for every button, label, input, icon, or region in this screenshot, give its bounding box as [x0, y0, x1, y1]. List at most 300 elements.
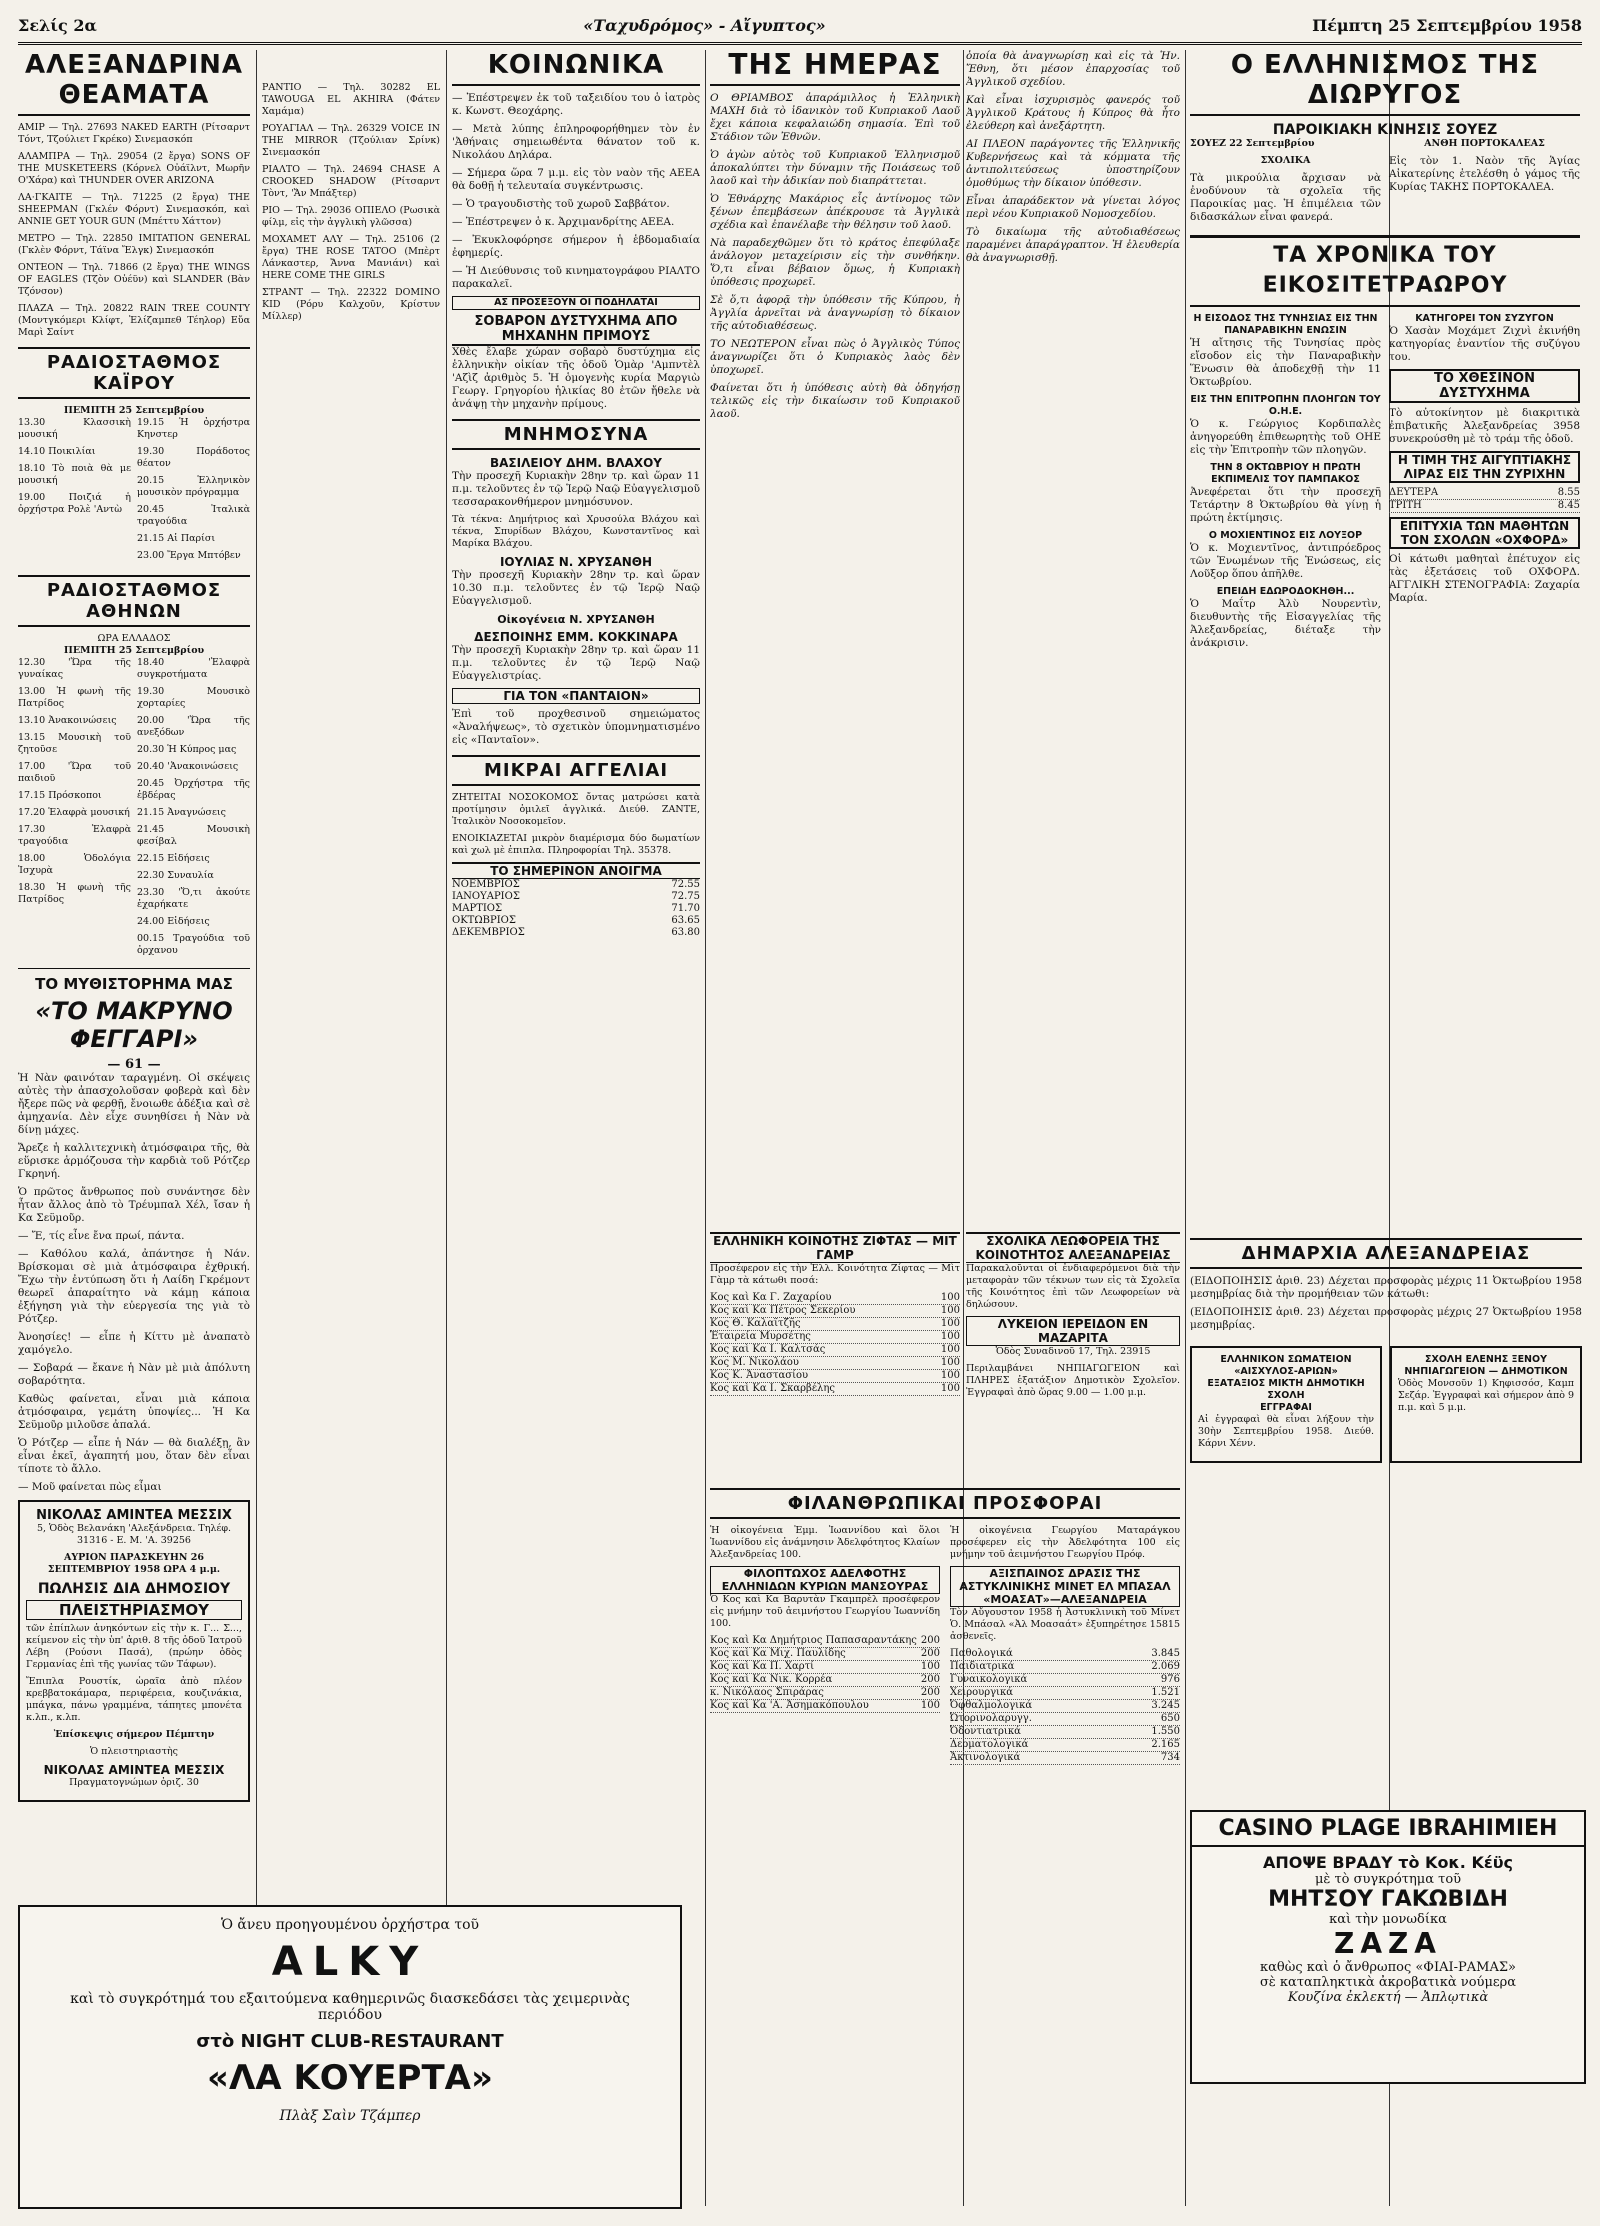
clinic-row-label: Ὀφθαλμολογικά: [950, 1700, 1033, 1711]
chronicles-title: ΤΑ ΧΡΟΝΙΚΑ ΤΟΥ ΕΙΚΟΣΙΤΕΤΡΑΩΡΟΥ: [1190, 235, 1580, 307]
novel-chapter: — 61 —: [107, 1057, 161, 1072]
lira-row-label: ΤΡΙΤΗ: [1389, 500, 1422, 511]
of-the-day-title: ΤΗΣ ΗΜΕΡΑΣ: [710, 50, 960, 86]
chron-4-head: Ο ΜΟΧΙΕΝΤΙΝΟΣ ΕΙΣ ΛΟΥΞΟΡ: [1208, 530, 1363, 541]
alky-venue-2: «ΛΑ ΚΟΥΕΡΤΑ»: [207, 2058, 493, 2098]
auction-ad: [18, 1500, 250, 1802]
market-row-label: ΔΕΚΕΜΒΡΙΟΣ: [452, 927, 525, 938]
theatre-listing: ΣΤΡΑΝΤ — Τηλ. 22322 DOMINO KID (Ρόρυ Καλχοῦν, Κρίστυν Μίλλερ): [262, 287, 440, 322]
donation-row-value: 200: [920, 1674, 940, 1685]
radio-athens-list-b: [137, 657, 250, 962]
social-item: — Ἐκυκλοφόρησε σήμερον ἡ ἑβδομαδιαία ἐφημερίς.: [452, 234, 700, 259]
radio-item: 18.00 Ὁδολόγια Ἰσχυρὰ: [18, 853, 131, 876]
novel-paragraph: — Σοβαρά — ἔκανε ἡ Νὰν μὲ μιὰ ἀπόλυτη σοβαρότητα.: [18, 1362, 250, 1387]
memorials-title: ΜΝΗΜΟΣΥΝΑ: [452, 419, 700, 450]
donation-row: [710, 1648, 940, 1661]
theatre-listing: ΠΛΑΖΑ — Τηλ. 20822 RAIN TREE COUNTY (Μοντγκόμερι Κλίφτ, Ἐλίζαμπεθ Τέηλορ) Εὔα Μαρὶ Σαίντ: [18, 303, 250, 338]
chron-2-text: Ὁ κ. Γεώργιος Κορδιπαλὲς ἀνηγορεύθη ἐπιθεωρητὴς τοῦ ΟΗΕ εἰς τὴν Ἐπιτροπὴν τῶν πλοηγῶν.: [1190, 418, 1381, 456]
donation-row-label: Κος καὶ Κα Μιχ. Παυλίδης: [710, 1648, 846, 1659]
school-buses-head: ΣΧΟΛΙΚΑ ΛΕΩΦΟΡΕΙΑ ΤΗΣ ΚΟΙΝΟΤΗΤΟΣ ΑΛΕΞΑΝΔΡΕΙΑΣ: [966, 1232, 1180, 1263]
donation-row-value: 100: [940, 1292, 960, 1303]
theatre-listing: ΛΑ·ΓΚΑΙΤΕ — Τηλ. 71225 (2 ἔργα) THE SHEEPMAN (Γκλέν Φόρντ) Σινεμασκόπ, καὶ ANNIE GET YOUR GUN (Μπέττυ Χάττον): [18, 192, 250, 227]
market-row-label: ΜΑΡΤΙΟΣ: [452, 903, 503, 914]
donation-row-label: Κος Θ. Καλαϊτζῆς: [710, 1318, 801, 1329]
alky-mid: καὶ τὸ συγκρότημά του εξαιτούμενα καθημερινῶς διασκεδάσει τὰς χειμερινὰς περιόδου: [70, 1991, 630, 2023]
social-item: — Ἐπέστρεψεν ὁ κ. Ἀρχιμανδρίτης ΑΕΕΑ.: [452, 216, 675, 228]
brotherhood-head: ΦΙΛΟΠΤΩΧΟΣ ΑΔΕΛΦΟΤΗΣ ΕΛΛΗΝΙΔΩΝ ΚΥΡΙΩΝ ΜΑΝΣΟΥΡΑΣ: [710, 1566, 940, 1594]
market-row-label: ΝΟΕΜΒΡΙΟΣ: [452, 879, 520, 890]
auction-ad-view: Ἐπίσκεψις σήμερον Πέμπτην: [53, 1729, 215, 1740]
lira-row-value: 8.55: [1557, 487, 1580, 498]
market-row-value: 63.80: [671, 927, 700, 938]
editorial-paragraph: ΤΟ ΝΕΩΤΕΡΟΝ εἶναι πὼς ὁ Ἀγγλικὸς Τύπος ἀναγνωρίζει ὅτι ὁ Κυπριακὸς λαὸς δὲν ὑποχωρεῖ.: [710, 338, 960, 376]
radio-item: 14.10 Ποικιλίαι: [18, 446, 96, 457]
radio-item: 17.30 Ἑλαφρὰ τραγούδια: [18, 824, 131, 847]
market-row-value: 72.75: [671, 891, 700, 902]
column-5: [966, 50, 1180, 1226]
donation-row-value: 200: [920, 1648, 940, 1659]
theatre-listing: ΑΜΙΡ — Τηλ. 27693 NAKED EARTH (Ρίτσαρντ Τόντ, Τζούλιετ Γκρέκο) Σινεμασκόπ: [18, 122, 250, 145]
classified-1: ΖΗΤΕΙΤΑΙ ΝΟΣΟΚΟΜΟΣ ὄντας ματρώσει κατὰ προτίμησιν ὁμιλεῖ ἀγγλικά. Διεύθ. ΖΑΝΤΕ, Ἰταλικὸν Νοσοκομεῖον.: [452, 792, 700, 827]
clinic-row-value: 3.245: [1151, 1700, 1180, 1711]
diorygos-dateline: ΣΟΥΕΖ 22 Σεπτεμβρίου: [1190, 138, 1315, 149]
social-items: [452, 92, 700, 291]
classifieds-title: ΜΙΚΡΑΙ ΑΓΓΕΛΙΑΙ: [452, 755, 700, 786]
radio-item: 17.15 Πρόσκοποι: [18, 790, 102, 801]
donation-row: [710, 1344, 960, 1357]
auction-ad-auctioneer-name: ΝΙΚΟΛΑΣ ΑΜΙΝΤΕΑ ΜΕΣΣΙΧ: [43, 1763, 225, 1777]
column-3: [452, 50, 700, 2206]
radio-item: 22.30 Συναυλία: [137, 870, 214, 881]
column-5-text: [966, 50, 1180, 265]
novel-paragraph: Ὁ πρῶτος ἄνθρωπος ποὺ συνάντησε δὲν ἦταν ἄλλος ἀπὸ τὸ Τρέυμπαλ Χέλ, ἴσαν ἡ Κα Σεϋμοῦρ.: [18, 1186, 250, 1224]
clinic-row: [950, 1687, 1180, 1700]
clinic-row: [950, 1739, 1180, 1752]
diorygos-sub: ΠΑΡΟΙΚΙΑΚΗ ΚΙΝΗΣΙΣ ΣΟΥΕΖ: [1272, 122, 1498, 138]
donation-row-value: 100: [940, 1344, 960, 1355]
donation-row: [710, 1357, 960, 1370]
lyceum-text: Περιλαμβάνει ΝΗΠΙΑΓΩΓΕΙΟΝ καὶ ΠΛΗΡΕΣ ἑξατάξιον Δημοτικὸν Σχολεῖον. Ἐγγραφαὶ ἀπὸ ὥρας 9.00 — 1.00 μ.μ.: [966, 1363, 1180, 1398]
donation-row-label: Κος καὶ Κα Π. Χαρτί: [710, 1661, 815, 1672]
radio-item: 21.15 Ἀναγνώσεις: [137, 807, 226, 818]
auction-ad-name: ΝΙΚΟΛΑΣ ΑΜΙΝΤΕΑ ΜΕΣΣΙΧ: [36, 1508, 232, 1523]
column-6: [1190, 50, 1580, 1206]
donation-row: [710, 1687, 940, 1700]
donation-row-label: Κος καὶ Κα Νικ. Κορρέα: [710, 1674, 833, 1685]
market-row-value: 72.55: [671, 879, 700, 890]
donation-row-label: Κος Κ. Ἀναστασίου: [710, 1370, 809, 1381]
market-table: [452, 879, 700, 939]
memorial-3-head: ΔΕΣΠΟΙΝΗΣ ΕΜΜ. ΚΟΚΚΙΝΑΡΑ: [474, 630, 678, 644]
xenou-school-box: [1390, 1346, 1582, 1463]
clinic-text: Τὸν Αὔγουστον 1958 ἡ Ἀστυκλινικὴ τοῦ Μίνετ Ὁ. Μπάσαλ «Ἀλ Μοασαάτ» ἐξυπηρέτησε 15815 ἀσθενεῖς.: [950, 1607, 1180, 1642]
chron-3-head: ΤΗΝ 8 ΟΚΤΩΒΡΙΟΥ Η ΠΡΩΤΗ ΕΚΠΙΜΕΛΙΣ ΤΟΥ ΠΑΜΠΑΚΟΣ: [1210, 462, 1361, 485]
radio-item: 20.45 Ὀρχήστρα τῆς ἐβδέρας: [137, 778, 250, 801]
masthead: [18, 8, 1582, 45]
lira-row: [1389, 500, 1580, 513]
radio-item: 13.15 Μουσικὴ τοῦ ζητοῦσε: [18, 732, 131, 755]
casino-line-5: ΖΑΖΑ: [1334, 1927, 1442, 1960]
radio-athens-sub: ΩΡΑ ΕΛΛΑΔΟΣ: [97, 633, 171, 644]
radio-item: 13.30 Κλασσικὴ μουσική: [18, 417, 131, 440]
donation-row-value: 200: [920, 1687, 940, 1698]
clinic-row-value: 1.521: [1151, 1687, 1180, 1698]
column-2: [262, 82, 440, 382]
novel-paragraph: Ἡ Νὰν φαινόταν ταραγμένη. Οἱ σκέψεις αὐτὲς τὴν ἀπασχολοῦσαν φοβερὰ καὶ δὲν ἤξερε πῶς νὰ φερθῇ, ἔνοιωθε ἀδέξια καὶ σὲ ἀμηχανία. Δὲν εἶχε συνηθίσει ἡ Νὰν νὰ δίνῃ μάχες.: [18, 1072, 250, 1136]
paper-name: «Ταχυδρόμος» - Αἴγυπτος»: [583, 15, 826, 35]
editorial-paragraph: ὁποία θὰ ἀναγνωρίσῃ καὶ εἰς τὰ Ἡν. Ἔθνη, ὅτι μέσον ἐπαρχοσίας τοῦ Ἀγγλικοῦ σχεδίου.: [966, 50, 1180, 88]
chron-2-head: ΕΙΣ ΤΗΝ ΕΠΙΤΡΟΠΗΝ ΠΛΟΗΓΩΝ ΤΟΥ Ο.Η.Ε.: [1190, 394, 1381, 417]
theatre-listing: ΡΑΝΤΙΟ — Τηλ. 30282 EL TAWOUGA EL AKHIRA (Φάτεν Χαμάμα): [262, 82, 440, 117]
chron-5-head: ΕΠΕΙΔΗ ΕΔΩΡΟΔΟΚΗΘΗ...: [1216, 586, 1355, 597]
clinic-head: ΑΞΙΣΠΑΙΝΟΣ ΔΡΑΣΙΣ ΤΗΣ ΑΣΤΥΚΛΙΝΙΚΗΣ ΜΙΝΕΤ ΕΛ ΜΠΑΣΑΛ «ΜΟΑΣΑΤ»—ΑΛΕΞΑΝΔΡΕΙΑ: [950, 1566, 1180, 1607]
of-the-day-text: [710, 92, 960, 421]
casino-name: CASINO PLAGE IBRAHIMIEH: [1192, 1812, 1584, 1847]
novel-paragraph: Ἀνοησίες! — εἶπε ἡ Κίττυ μὲ ἀναπατὸ χαμόγελο.: [18, 1331, 250, 1356]
memorial-1-children: Τὰ τέκνα: Δημήτριος καὶ Χρυσούλα Βλάχου καὶ τέκνα, Σπυρίδων Βλάχου, Κωνσταντῖνος καὶ Μαρίκα Βλάχου.: [452, 514, 700, 549]
yesterday-accident-text: Τὸ αὐτοκίνητον μὲ διακριτικὰ ἐπιβατικῆς Ἀλεξανδρείας 3958 συνεκρούσθη μὲ τὸ τράμ τῆς ὁδοῦ.: [1389, 407, 1580, 445]
hellenic-community: [710, 1232, 960, 1472]
radio-item: 17.00 'Ὥρα τοῦ παιδιοῦ: [18, 761, 131, 784]
clinic-row-value: 1.550: [1151, 1726, 1180, 1737]
auction-ad-auctioneer: Ὁ πλειστηριαστὴς: [89, 1746, 178, 1757]
lira-row-value: 8.45: [1557, 500, 1580, 511]
lira-row: [1389, 487, 1580, 500]
social-title: ΚΟΙΝΩΝΙΚΑ: [452, 50, 700, 86]
donation-row: [710, 1318, 960, 1331]
lira-table: [1389, 487, 1580, 513]
market-row-value: 71.70: [671, 903, 700, 914]
theatre-listing: ΡΙΑΛΤΟ — Τηλ. 24694 CHASE A CROOKED SHADOW (Ρίτσαρντ Τὸντ, 'Ἄν Μπάξτερ): [262, 164, 440, 199]
alky-pre: Ὁ ἄνευ προηγουμένου ὀρχήστρα τοῦ: [220, 1917, 480, 1933]
novel-paragraph: Ἄρεζε ἡ καλλιτεχνικὴ ἀτμόσφαιρα τῆς, θὰ εὕρισκε ἁρμόζουσα τὴν καρδιὰ τοῦ Ρότζερ Γκρηνή.: [18, 1142, 250, 1180]
market-row: [452, 927, 700, 939]
clinic-row: [950, 1661, 1180, 1674]
pantaio-head: ΓΙΑ ΤΟΝ «ΠΑΝΤΑΙΟΝ»: [452, 688, 700, 704]
social-item: — Ὁ τραγουδιστὴς τοῦ χωροῦ Σαββάτον.: [452, 198, 670, 210]
clinic-row-value: 650: [1160, 1713, 1180, 1724]
municipal-1: (ΕΙΔΟΠΟΙΗΣΙΣ ἀριθ. 23) Δέχεται προσφορὰς μέχρις 11 Ὀκτωβρίου 1958 μεσημβρίας διὰ τὴν προμήθειαν τῶν κάτωθι:: [1190, 1275, 1582, 1300]
novel-paragraph: — Ἔ, τίς εἶνε ἔνα πρωί, πάντα.: [18, 1230, 185, 1242]
market-row-label: ΙΑΝΟΥΑΡΙΟΣ: [452, 891, 520, 902]
municipal-2: (ΕΙΔΟΠΟΙΗΣΙΣ ἀριθ. 23) Δέχεται προσφορὰς μέχρις 27 Ὀκτωβρίου 1958 μεσημβρίας.: [1190, 1306, 1582, 1331]
association-head: ΕΛΛΗΝΙΚΟΝ ΣΩΜΑΤΕΙΟΝ «ΑΙΣΧΥΛΟΣ-ΑΡΙΩΝ»: [1220, 1354, 1352, 1377]
donation-row: [710, 1305, 960, 1318]
association-box: [1190, 1346, 1382, 1463]
auction-ad-auction: ΠΛΕΙΣΤΗΡΙΑΣΜΟΥ: [26, 1600, 242, 1620]
donation-row-value: 100: [940, 1305, 960, 1316]
social-item: — Ἐπέστρεψεν ἐκ τοῦ ταξειδίου του ὁ ἰατρὸς κ. Κωνστ. Θεοχάρης.: [452, 92, 700, 117]
casino-line-7: σὲ καταπληκτικὰ ἀκροβατικὰ νούμερα: [1259, 1975, 1517, 1990]
clinic-row-label: Παθολογικά: [950, 1648, 1013, 1659]
donation-row: [710, 1292, 960, 1305]
auction-ad-role: Πραγματογνώμων ὁριζ. 30: [69, 1777, 199, 1788]
clinic-row-label: Χειρουργικά: [950, 1687, 1013, 1698]
theatre-listing: ΡΙΟ — Τηλ. 29036 ΟΠΙΕΛΟ (Ρωσικὰ φίλμ, εἰς τὴν ἀγγλικὴ γλῶσσα): [262, 205, 440, 228]
social-item: — Ἡ Διεύθυνσις τοῦ κινηματογράφου ΡΙΑΛΤΟ παρακαλεῖ.: [452, 265, 700, 290]
radio-item: 19.00 Ποιζιά ἡ ὀρχήστρα Ρολὲ 'Αντὼ: [18, 492, 131, 515]
philanthropic-title: ΦΙΛΑΝΘΡΩΠΙΚΑΙ ΠΡΟΣΦΟΡΑΙ: [710, 1488, 1180, 1519]
hellenic-list: [710, 1292, 960, 1396]
donation-row-value: 100: [940, 1318, 960, 1329]
auction-ad-date: ΑΥΡΙΟΝ ΠΑΡΑΣΚΕΥΗΝ 26 ΣΕΠΤΕΜΒΡΙΟΥ 1958 ΩΡΑ 4 μ.μ.: [47, 1552, 221, 1575]
radio-item: 00.15 Τραγούδια τοῦ ὀρχανου: [137, 933, 250, 956]
yesterday-accident-head: ΤΟ ΧΘΕΣΙΝΟΝ ΔΥΣΤΥΧΗΜΑ: [1389, 369, 1580, 403]
page-number: Σελίς 2α: [18, 15, 97, 35]
accuses-text: Ὁ Χασὰν Μοχάμετ Ζιχνὶ ἐκινήθη κατηγορίας ἐναντίον τῆς συζύγου του.: [1389, 325, 1580, 363]
market-head: ΤΟ ΣΗΜΕΡΙΝΟΝ ΑΝΟΙΓΜΑ: [452, 862, 700, 879]
brotherhood-list: [710, 1635, 940, 1713]
memorial-2-text: Τὴν προσεχῆ Κυριακὴν 28ην τρ. καὶ ὥραν 10.30 π.μ. τελοῦντες ἐν τῷ Ἱερῷ Ναῷ Εὐαγγελισμοῦ.: [452, 569, 700, 607]
xenou-school-text: Ὁδὸς Μονσοῦν 1) Κηφισσόσ, Καμπ Σεζάρ. Ἐγγραφαὶ καὶ σήμερον ἀπὸ 9 π.μ. καὶ 5 μ.μ.: [1398, 1378, 1575, 1413]
market-row: [452, 879, 700, 891]
radio-item: 17.20 Ἑλαφρὰ μουσική: [18, 807, 130, 818]
lira-head: Η ΤΙΜΗ ΤΗΣ ΑΙΓΥΠΤΙΑΚΗΣ ΛΙΡΑΣ ΕΙΣ ΤΗΝ ΖΥΡΙΧΗΝ: [1389, 451, 1580, 483]
editorial-paragraph: Σὲ ὅ,τι ἀφορᾷ τὴν ὑπόθεσιν τῆς Κύπρου, ἡ Ἀγγλία ἀρνεῖται νὰ ἀναγνωρίσῃ τὸ δίκαιον τῆς αὐτοδιαθέσεως.: [710, 294, 960, 332]
editorial-paragraph: ΑΙ ΠΛΕΟΝ παράγοντες τῆς Ἑλληνικῆς Κυβερνήσεως καὶ τὰ κόμματα τῆς ἀντιπολιτεύσεως ὑποστηρίζουν ὁμοθύμως τὴν δίκαιον ὑπόθεσιν.: [966, 138, 1180, 189]
donation-row-label: Κος καὶ Κα Ι. Σκαρβέλης: [710, 1383, 835, 1394]
clinic-row: [950, 1674, 1180, 1687]
theatre-listing: ΟΝΤΕΟΝ — Τηλ. 71866 (2 ἔργα) THE WINGS OF EAGLES (Τζὸν Οὐέϋν) καὶ SLANDER (Βὰν Τζόνσον): [18, 262, 250, 297]
theatre-listing: ΜΕΤΡΟ — Τηλ. 22850 IMITATION GENERAL (Γκλὲν Φόρντ, Τάϊνα Ἔλγκ) Σινεμασκόπ: [18, 233, 250, 256]
editorial-paragraph: Ὁ Ἐθνάρχης Μακάριος εἶς ἀντίνομος τῶν ξένων ἐπεμβάσεων ἀπέκρουσε τὰ Ἀγγλικὰ σχέδια καὶ ἐπανέλαβε τὴν θέλησιν τοῦ λαοῦ.: [710, 193, 960, 231]
donation-row-label: Κος καὶ Κα 'Α. Ἀσημακόπουλου: [710, 1700, 869, 1711]
radio-athens-title: ΡΑΔΙΟΣΤΑΘΜΟΣ ΑΘΗΝΩΝ: [18, 575, 250, 627]
radio-athens-date: ΠΕΜΠΤΗ 25 Σεπτεμβρίου: [63, 645, 205, 656]
clinic-row-value: 2.165: [1151, 1739, 1180, 1750]
auction-ad-body: τῶν ἐπίπλων ἀνηκόντων εἰς τὴν κ. Γ... Σ..., κείμενον εἰς τὴν ὑπ' ἀριθ. 8 τῆς ὁδοῦ Ἰατροῦ Λέβη (Ρούσνι Πασά), (πρώην ὁδὸς Γερμανίας ἐπὶ τῆς γωνίας τῶν Τάφων).: [26, 1623, 242, 1670]
lyceum-head: ΛΥΚΕΙΟΝ ΙΕΡΕΙΔΟΝ ΕΝ ΜΑΖΑΡΙΤΑ: [966, 1316, 1180, 1346]
clinic-row-value: 3.845: [1151, 1648, 1180, 1659]
theatres-title: ΑΛΕΞΑΝΔΡΙΝΑ ΘΕΑΜΑΤΑ: [18, 50, 250, 116]
theatre-listing: ΑΛΑΜΠΡΑ — Τηλ. 29054 (2 ἔργα) SONS OF THE MUSKETEERS (Κόρνελ Οὐάϊλντ, Μωρῆν Ο'Χάρα) καὶ THUNDER OVER ARIZONA: [18, 151, 250, 186]
casino-line-2: μὲ τὸ συγκρότημα τοῦ: [1314, 1872, 1462, 1887]
casino-line-3: ΜΗΤΣΟΥ ΓΑΚΩΒΙΔΗ: [1268, 1887, 1508, 1912]
school-buses: [966, 1232, 1180, 1472]
memorial-2-head: ΙΟΥΛΙΑΣ Ν. ΧΡΥΣΑΝΘΗ: [499, 555, 653, 569]
philanthropic-left: Ἡ οἰκογένεια Ἐμμ. Ἰωαννίδου καὶ ὅλοι Ἰωαννίδου εἰς ἀνάμνησιν Ἀδελφότητος Κλαίων Ἀλεξανδρείας 100.: [710, 1525, 940, 1560]
novel-paragraph: Καθὼς φαίνεται, εἶναι μιὰ κάποια ἀτμόσφαιρα, γεμάτη ὑποψίες... Ἡ Κα Σεϋμοῦρ μιλοῦσε ἀπαλά.: [18, 1393, 250, 1431]
memorial-1-head: ΒΑΣΙΛΕΙΟΥ ΔΗΜ. ΒΛΑΧΟΥ: [490, 456, 662, 470]
donation-row-label: Κος καὶ Κα Δημήτριος Παπασαραντάκης: [710, 1635, 917, 1646]
radio-item: 12.30 'Ὥρα τῆς γυναίκας: [18, 657, 131, 680]
radio-item: 13.00 Ἡ φωνὴ τῆς Πατρίδος: [18, 686, 131, 709]
radio-cairo-list-a: [18, 417, 131, 567]
market-row-value: 63.65: [671, 915, 700, 926]
clinic-row-label: Γυναικολογικά: [950, 1674, 1028, 1685]
radio-item: 19.30 Ποράδοτος θέατον: [137, 446, 250, 469]
radio-item: 21.15 Αἱ Παρίσι: [137, 533, 216, 544]
clinic-row-label: Ἀκτινολογικά: [950, 1752, 1021, 1763]
donation-row-value: 100: [920, 1661, 940, 1672]
donation-row: [710, 1674, 940, 1687]
classified-2: ΕΝΟΙΚΙΑΖΕΤΑΙ μικρὸν διαμέρισμα δύο δωματίων καὶ χωλ μὲ ἐπιπλα. Πληροφορίαι Τηλ. 35378.: [452, 833, 700, 856]
issue-date: Πέμπτη 25 Σεπτεμβρίου 1958: [1312, 15, 1582, 35]
radio-item: 19.15 Ἡ ὀρχήστρα Κηνστερ: [137, 417, 250, 440]
donation-row-value: 200: [920, 1635, 940, 1646]
anthi-head: ΑΝΘΗ ΠΟΡΤΟΚΑΛΕΑΣ: [1424, 138, 1545, 149]
radio-item: 22.15 Εἰδήσεις: [137, 853, 210, 864]
novel-label: ΤΟ ΜΥΘΙΣΤΟΡΗΜΑ ΜΑΣ: [35, 975, 233, 993]
social-item: — Μετὰ λύπης ἐπληροφορήθημεν τὸν ἐν 'Ἀθήναις σημειωθέντα θάνατον τοῦ κ. Νικολάου Δηλάρα.: [452, 123, 700, 161]
radio-item: 13.10 Ἀνακοινώσεις: [18, 715, 117, 726]
pantaio-text: Ἐπὶ τοῦ προχθεσινοῦ σημειώματος «Ἀναλήψεως», τὸ σχετικὸν ὑπομνηματισμένο εἰς «Πανταῖον».: [452, 708, 700, 746]
memorial-2-family: Οἰκογένεια Ν. ΧΡΥΣΑΝΘΗ: [497, 613, 655, 626]
auction-ad-address: 5, Ὁδὸς Βελανάκη 'Αλεξάνδρεια. Τηλέφ. 31316 - Ε. Μ. 'Α. 39256: [36, 1523, 232, 1546]
clinic-table: [950, 1648, 1180, 1765]
chron-4-text: Ὁ κ. Μοχιεντῖνος, ἀντιπρόεδρος τῶν Ἑνωμένων τῆς Ἑνώσεως, εἰς Λοῦξορ ὅπου ἀπῆλθε.: [1190, 542, 1381, 580]
clinic-row-label: Ὠτορινολαρυγγ.: [950, 1713, 1032, 1724]
donation-row-label: κ. Νικόλαος Σπιράρας: [710, 1687, 824, 1698]
casino-ad: [1190, 1810, 1586, 2084]
lira-row-label: ΔΕΥΤΕΡΑ: [1389, 487, 1439, 498]
memorial-1-text: Τὴν προσεχῆ Κυριακὴν 28ην τρ. καὶ ὥραν 11 π.μ. τελοῦντες ἐν τῷ Ἱερῷ Ναῷ Εὐαγγελισμοῦ τεσσαρακονθήμερον μνημόσυνον.: [452, 470, 700, 508]
donation-row: [710, 1331, 960, 1344]
radio-item: 18.10 Τὸ ποιὰ θὰ με μουσική: [18, 463, 131, 486]
novel-paragraph: Ὁ Ρότζερ — εἶπε ἡ Νάν — θὰ διαλέξῃ, ἂν εἶναι ἐκεῖ, ἀγαπητή μου, ὅταν δὲν εἶναι τίποτε τὸ ἄλλο.: [18, 1437, 250, 1475]
clinic-row-value: 734: [1160, 1752, 1180, 1763]
oxford-head: ΕΠΙΤΥΧΙΑ ΤΩΝ ΜΑΘΗΤΩΝ ΤΟΝ ΣΧΟΛΩΝ «ΟΧΦΟΡΔ»: [1389, 517, 1580, 549]
accident-text: Χθὲς ἔλαβε χώραν σοβαρὸ δυστύχημα εἰς ἑλληνικὴν οἰκίαν τῆς ὁδοῦ Ὁμὰρ 'Αμπντὲλ 'Αζὶζ ἀριθμὸς 5. Ἡ ὁμογενὴς κυρία Μαργιὼ Γεωργ. Γρηγορίου ἡλικίας 80 ἐτῶν ἤθελε νὰ ἀνάψῃ τὴν μηχανὴν πρίμους.: [452, 346, 700, 410]
market-row-label: ΟΚΤΩΒΡΙΟΣ: [452, 915, 516, 926]
donation-row-value: 100: [920, 1700, 940, 1711]
alky-venue: στὸ NIGHT CLUB-RESTAURANT: [196, 2031, 504, 2052]
radio-item: 23.00 Ἔργα Μπτόβεν: [137, 550, 241, 561]
chron-3-text: Ἀνεφέρεται ὅτι τὴν προσεχῆ Τετάρτην 8 Ὀκτωβρίου θὰ γίνῃ ἡ πρώτη ἐκτίμησις.: [1190, 486, 1381, 524]
novel-text: [18, 1072, 250, 1494]
clinic-row-value: 2.069: [1151, 1661, 1180, 1672]
chron-1-head: Η ΕΙΣΟΔΟΣ ΤΗΣ ΤΥΝΗΣΙΑΣ ΕΙΣ ΤΗΝ ΠΑΝΑΡΑΒΙΚΗΝ ΕΝΩΣΙΝ: [1193, 313, 1378, 336]
memorial-3-text: Τὴν προσεχῆ Κυριακὴν 28ην τρ. καὶ ὥραν 11 π.μ. τελοῦντες ἐν τῷ Ἱερῷ Ναῷ Εὐαγγελιστρίας.: [452, 644, 700, 682]
radio-item: 20.15 Ἑλληνικὸν μουσικὸν πρόγραμμα: [137, 475, 250, 498]
hellenic-head: ΕΛΛΗΝΙΚΗ ΚΟΙΝΟΤΗΣ ΖΙΦΤΑΣ — ΜΙΤ ΓΑΜΡ: [710, 1232, 960, 1263]
theatre-listing: ΜΟΧΑΜΕΤ ΑΛΥ — Τηλ. 25106 (2 ἔργα) THE ROSE TATOO (Μπὲρτ Λάνκαστερ, Ἄννα Μανιάνι) καὶ HERE COME THE GIRLS: [262, 234, 440, 281]
accident-headline: ΣΟΒΑΡΟΝ ΔΥΣΤΥΧΗΜΑ ΑΠΟ ΜΗΧΑΝΗΝ ΠΡΙΜΟΥΣ: [452, 314, 700, 346]
diorygos-text: Τὰ μικρούλια ἄρχισαν νὰ ἐνοδύνουν τὰ σχολεῖα τῆς Παροικίας μας. Ἡ ἐπιμέλεια τῶν διδασκάλων εἶναι φανερά.: [1190, 172, 1381, 223]
editorial-paragraph: Ο ΘΡΙΑΜΒΟΣ ἀπαράμιλλος ἡ Ἑλληνικὴ ΜΑΧΗ διὰ τὸ ἰδανικὸν τοῦ Κυπριακοῦ Λαοῦ ἔχει κάποια κεφαλαιώδη σημασία. Ἐπὶ τοῦ Στάδιον τῶν Ἐθνῶν.: [710, 92, 960, 143]
alky-name: ALKY: [271, 1939, 429, 1985]
clinic-row: [950, 1713, 1180, 1726]
novel-paragraph: — Καθόλου καλά, ἀπάντησε ἡ Νάν. Βρίσκομαι σὲ μιὰ ἀτμόσφαιρα ἐχθρική. Ἔχω τὴν ἐντύπωση ὅτι ἡ Λαίδη Γκρέμοντ θεωρεῖ ἀπαραίτητο νὰ κάμῃ κάποια ἐξήγηση γιὰ τὴν εὐεργεσία της γιὰ τὸ Ρότζερ.: [18, 1248, 250, 1325]
clinic-row-value: 976: [1160, 1674, 1180, 1685]
casino-line-1: ΑΠΟΨΕ ΒΡΑΔΥ τὸ Κοκ. Κέϋς: [1262, 1853, 1514, 1872]
anthi-text: Εἰς τὸν 1. Ναὸν τῆς Ἁγίας Αἰκατερίνης ἐτελέσθη ὁ γάμος τῆς Κυρίας ΤΑΚΗΣ ΠΟΡΤΟΚΑΛΕΑ.: [1389, 155, 1580, 193]
municipal-section: [1190, 1230, 1582, 1790]
theatre-listings-2: [262, 82, 440, 323]
social-item: — Σήμερα ὥρα 7 μ.μ. εἰς τὸν ναὸν τῆς ΑΕΕΑ θὰ δοθῇ ἡ τελευταία συγκέντρωσις.: [452, 167, 700, 192]
alky-address: Πλὰξ Σαὶν Τζάμπερ: [279, 2108, 421, 2124]
association-enroll: ΕΓΓΡΑΦΑΙ: [1260, 1402, 1312, 1413]
clinic-row-label: Ὀδοντιατρικά: [950, 1726, 1021, 1737]
school-buses-text: Παρακαλοῦνται οἱ ἐνδιαφερόμενοι διὰ τὴν μεταφορὰν τῶν τέκνων των εἰς τὰ Σχολεῖα τῆς Κοινότητος ἐπὶ τῶν Λεωφορείων νὰ δηλώσουν.: [966, 1263, 1180, 1310]
donation-row-label: Κος Μ. Νικολάου: [710, 1357, 799, 1368]
cyclists-notice: ΑΣ ΠΡΟΣΕΞΟΥΝ ΟΙ ΠΟΔΗΛΑΤΑΙ: [452, 296, 700, 310]
donation-row-value: 100: [940, 1357, 960, 1368]
philanthropic: [710, 1480, 1180, 1800]
clinic-row: [950, 1726, 1180, 1739]
donation-row: [710, 1635, 940, 1648]
brotherhood-text: Ὁ Κος καὶ Κα Βαρυτὰν Γκαμπρὲλ προσέφερον εἰς μνήμην τοῦ ἀειμνήστου Γεωργίου Ἰωαννίδη 100.: [710, 1594, 940, 1629]
donation-row-label: Κος καὶ Κα Ι. Καλτσάς: [710, 1344, 826, 1355]
accuses-head: ΚΑΤΗΓΟΡΕΙ ΤΟΝ ΣΥΖΥΓΟΝ: [1415, 313, 1554, 324]
donation-row-label: Ἑταιρεία Μυρσέτης: [710, 1331, 811, 1342]
theatre-listing: ΡΟΥΑΓΙΑΛ — Τηλ. 26329 VOICE IN THE MIRROR (Τζούλιαν Σρίνκ) Σινεμασκόπ: [262, 123, 440, 158]
casino-line-4: καὶ τὴν μονωδίκα: [1329, 1912, 1447, 1927]
xenou-school-head: ΣΧΟΛΗ ΕΛΕΝΗΣ ΞΕΝΟΥ: [1425, 1354, 1547, 1365]
radio-cairo-title: ΡΑΔΙΟΣΤΑΘΜΟΣ ΚΑΪΡΟΥ: [18, 347, 250, 399]
radio-athens-list-a: [18, 657, 131, 962]
radio-item: 23.30 'Ὅ,τι ἀκούτε ἐχαρήκατε: [137, 887, 250, 910]
auction-ad-sale: ΠΩΛΗΣΙΣ ΔΙΑ ΔΗΜΟΣΙΟΥ: [37, 1581, 231, 1597]
editorial-paragraph: Καὶ εἶναι ἰσχυρισμὸς φανερός τοῦ Ἀγγλικοῦ Κράτους ἡ Κύπρος θὰ ἦτο ἐλεύθερη καὶ ἀνεξάρτητη.: [966, 94, 1180, 132]
xenou-school-sub: ΝΗΠΙΑΓΩΓΕΙΟΝ — ΔΗΜΟΤΙΚΟΝ: [1404, 1366, 1568, 1377]
clinic-row-label: Δερματολογικά: [950, 1739, 1029, 1750]
column-1: [18, 50, 250, 2206]
donation-row: [710, 1700, 940, 1713]
radio-cairo-date: ΠΕΜΠΤΗ 25 Σεπτεμβρίου: [63, 405, 205, 416]
editorial-paragraph: Νὰ παραδεχθῶμεν ὅτι τὸ κράτος ἐπεφύλαξε ἀνάλογον μεταχείρισιν εἰς τὴν συνθήκην. Ὅ,τι εἶναι βέβαιον ὅμως, ἡ Κυπριακὴ ὑπόθεσις προχωρεῖ.: [710, 237, 960, 288]
radio-item: 19.30 Μουσικὸ χορταρίες: [137, 686, 250, 709]
clinic-row: [950, 1648, 1180, 1661]
casino-line-6: καθὼς καὶ ὁ ἄνθρωπος «ΦΙΑΙ-ΡΑΜΑΣ»: [1259, 1960, 1516, 1975]
clinic-row: [950, 1700, 1180, 1713]
radio-item: 20.45 Ἰταλικὰ τραγούδια: [137, 504, 250, 527]
chron-1-text: Ἡ αἴτησις τῆς Τυνησίας πρὸς εἴσοδον εἰς τὴν Παναραβικὴν Ἕνωσιν θὰ ἀποδεχθῇ τὴν 11 Ὀκτωβρίου.: [1190, 337, 1381, 388]
radio-item: 20.30 Ἡ Κύπρος μας: [137, 744, 237, 755]
editorial-paragraph: Εἶναι ἀπαράδεκτον νὰ γίνεται λόγος περὶ νέου Κυπριακοῦ Νομοσχεδίου.: [966, 195, 1180, 220]
theatre-listings: [18, 122, 250, 339]
association-text: Αἱ ἐγγραφαὶ θὰ εἶναι λήξουν τὴν 30ὴν Σεπτεμβρίου 1958. Διεύθ. Κάρνι Χένν.: [1198, 1414, 1374, 1449]
hellenic-text: Προσέφερον εἰς τὴν Ἑλλ. Κοινότητα Ζίφτας — Μὶτ Γὰμρ τὰ κάτωθι ποσά:: [710, 1263, 960, 1286]
clinic-row: [950, 1752, 1180, 1765]
association-sub: ΕΞΑΤΑΞΙΟΣ ΜΙΚΤΗ ΔΗΜΟΤΙΚΗ ΣΧΟΛΗ: [1207, 1378, 1365, 1401]
municipal-title: ΔΗΜΑΡΧΙΑ ΑΛΕΞΑΝΔΡΕΙΑΣ: [1190, 1238, 1582, 1269]
clinic-row-label: Παιδιατρικά: [950, 1661, 1015, 1672]
oxford-text: Οἱ κάτωθι μαθηταὶ ἐπέτυχον εἰς τὰς ἐξετάσεις τοῦ ΟΧΦΟΡΔ. ΑΓΓΛΙΚΗ ΣΤΕΝΟΓΡΑΦΙΑ: Ζαχαρία Μαρία.: [1389, 553, 1580, 604]
alky-ad: [18, 1905, 682, 2209]
market-row: [452, 915, 700, 927]
editorial-paragraph: Φαίνεται ὅτι ἡ ὑπόθεσις αὐτὴ θὰ ὁδηγήσῃ τελικῶς εἰς τὴν δικαίωσιν τοῦ Κυπριακοῦ λαοῦ.: [710, 382, 960, 420]
market-row: [452, 903, 700, 915]
radio-item: 21.45 Μουσικὴ φεσίβαλ: [137, 824, 250, 847]
radio-item: 24.00 Εἰδήσεις: [137, 916, 210, 927]
donation-row: [710, 1661, 940, 1674]
donation-row: [710, 1383, 960, 1396]
radio-item: 20.40 'Ἀνακοινώσεις: [137, 761, 239, 772]
radio-cairo-list-b: [137, 417, 250, 567]
philanthropic-right: Ἡ οἰκογένεια Γεωργίου Ματαράγκου προσέφερεν εἰς τὴν Ἀδελφότητα 100 εἰς μνήμην τοῦ ἀειμνήστου Γεωργίου Πρόφ.: [950, 1525, 1180, 1560]
chron-5-text: Ὁ Μαΐτρ Ἀλὺ Νουρεντὶν, διευθυντὴς τῆς Εἰσαγγελίας τῆς Ἀλεξανδρείας, διέταξε τὴν ἀνάκρισιν.: [1190, 598, 1381, 649]
editorial-paragraph: Ὁ ἀγὼν αὐτὸς τοῦ Κυπριακοῦ Ἑλληνισμοῦ ἀποκαλύπτει τὴν δύναμιν τῆς Ποιάσεως τοῦ λαοῦ καὶ τὴν ἀδικίαν ποὺ διαπράττεται.: [710, 149, 960, 187]
donation-row: [710, 1370, 960, 1383]
donation-row-label: Κος καὶ Κα Πέτρος Σεκερίου: [710, 1305, 856, 1316]
radio-item: 18.40 'Ἑλαφρὰ συγκροτήματα: [137, 657, 250, 680]
casino-line-8: Κουζίνα ἐκλεκτή — Ἀπλῳτικὰ: [1287, 1990, 1489, 2005]
diorygos-schools: ΣΧΟΛΙΚΑ: [1260, 155, 1311, 166]
donation-row-value: 100: [940, 1331, 960, 1342]
radio-item: 20.00 'Ὥρα τῆς ανεξόδων: [137, 715, 250, 738]
donation-row-value: 100: [940, 1370, 960, 1381]
novel-paragraph: — Μοῦ φαίνεται πὼς εἶμαι: [18, 1481, 162, 1493]
auction-ad-detail: Ἔπιπλα Ρουστίκ, ὡραῖα ἀπὸ πλέον κρεββατοκάμαρα, περιφέρεια, κουζινάκια, μπάγκα, πάνω γραμμένα, τάπητες μπονέτα κ.λπ., κ.λπ.: [26, 1676, 242, 1723]
donation-row-label: Κος καὶ Κα Γ. Ζαχαρίου: [710, 1292, 832, 1303]
donation-row-value: 100: [940, 1383, 960, 1394]
radio-item: 18.30 Ἡ φωνὴ τῆς Πατρίδος: [18, 882, 131, 905]
lyceum-address: Ὁδὸς Συναδινοῦ 17, Τηλ. 23915: [995, 1346, 1151, 1357]
editorial-paragraph: Τὸ δικαίωμα τῆς αὐτοδιαθέσεως παραμένει ἀπαράγραπτον. Ἡ ἐλευθερία θὰ ἀναγνωρισθῇ.: [966, 226, 1180, 264]
diorygos-title: Ο ΕΛΛΗΝΙΣΜΟΣ ΤΗΣ ΔΙΩΡΥΓΟΣ: [1190, 50, 1580, 116]
novel-title: «ΤΟ ΜΑΚΡΥΝΟ ΦΕΓΓΑΡΙ»: [35, 997, 233, 1053]
